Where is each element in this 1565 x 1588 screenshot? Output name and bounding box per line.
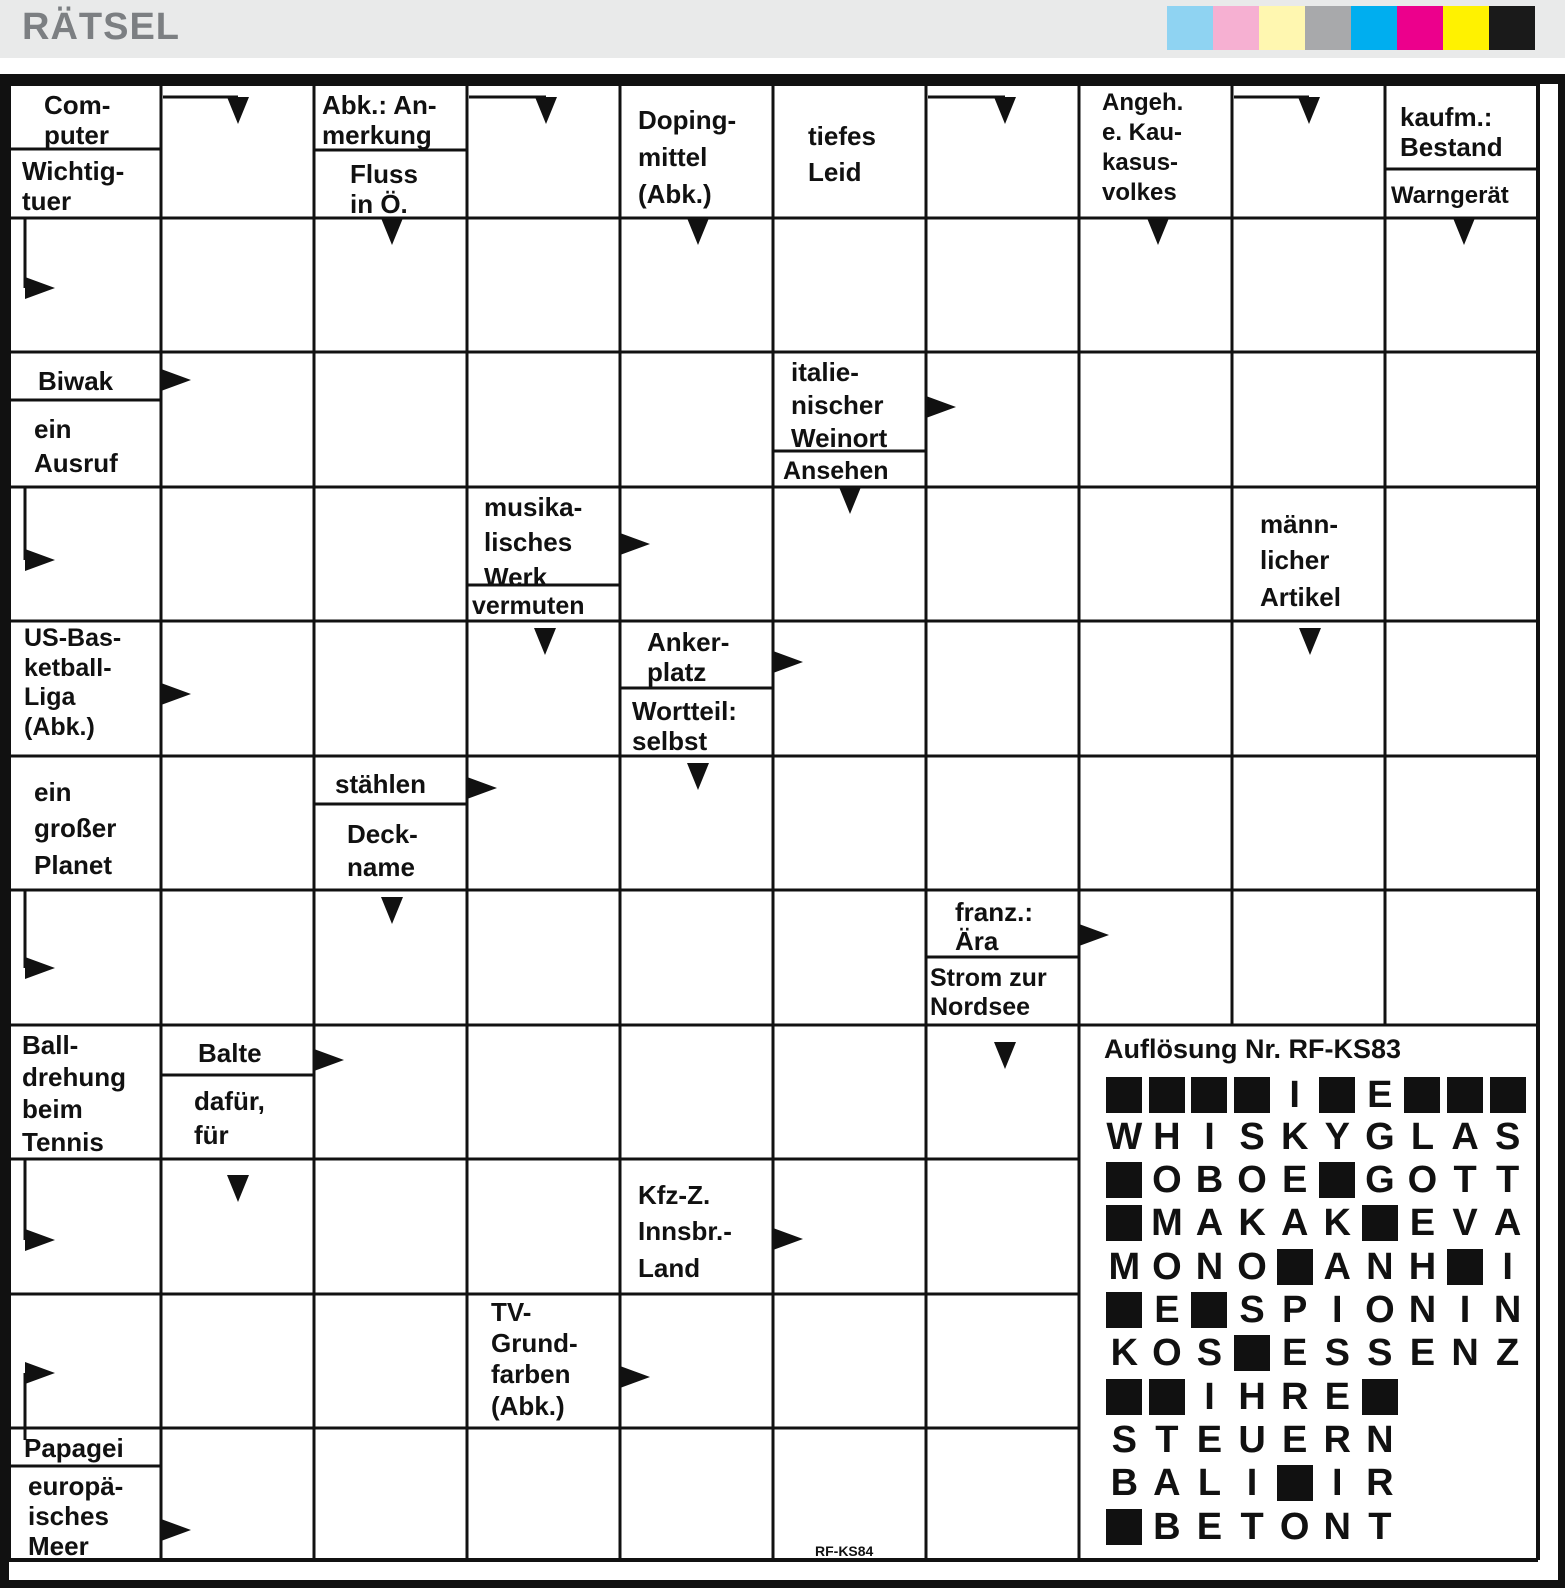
arrow-right-icon — [773, 651, 803, 673]
clue-text: dafür, für — [194, 1086, 265, 1150]
solution-letter: A — [1195, 1201, 1224, 1244]
clue-text: Papagei — [24, 1433, 124, 1463]
solution-letter: I — [1289, 1073, 1300, 1116]
arrow-down-icon — [687, 218, 709, 245]
arrow-down-icon — [227, 97, 249, 124]
arrow-down-icon — [994, 1042, 1016, 1069]
clue-text: TV- Grund- farben (Abk.) — [491, 1297, 578, 1421]
clue-text: Ball- drehung beim Tennis — [22, 1030, 126, 1157]
solution-row — [1103, 1507, 1401, 1547]
solution-row — [1103, 1377, 1401, 1417]
solution-letter: N — [1366, 1418, 1394, 1461]
arrow-right-icon — [620, 533, 650, 555]
solution-row — [1103, 1117, 1529, 1157]
solution-letter: H — [1153, 1115, 1181, 1158]
crossword-grid — [9, 84, 1558, 1580]
arrow-right-icon — [25, 957, 55, 979]
solution-letter: O — [1237, 1158, 1267, 1201]
solution-row — [1103, 1290, 1529, 1330]
solution-letter: W — [1106, 1115, 1143, 1158]
black-square-icon — [1149, 1077, 1185, 1113]
solution-row — [1103, 1075, 1529, 1115]
arrow-down-icon — [1453, 218, 1475, 245]
arrow-down-icon — [534, 628, 556, 655]
clue-text: Warngerät — [1391, 182, 1509, 209]
solution-letter: I — [1204, 1115, 1215, 1158]
color-swatch — [1167, 6, 1213, 50]
arrow-right-icon — [25, 549, 55, 571]
arrow-down-icon — [839, 487, 861, 514]
solution-letter: S — [1196, 1331, 1223, 1374]
solution-letter: G — [1365, 1115, 1395, 1158]
clue-text: italie- nischer Weinort — [791, 357, 888, 453]
black-square-icon — [1319, 1162, 1355, 1198]
solution-block — [1359, 1377, 1402, 1417]
solution-letter: N — [1408, 1288, 1437, 1331]
solution-block — [1401, 1075, 1444, 1115]
solution-letter: E — [1196, 1505, 1223, 1548]
black-square-icon — [1447, 1249, 1483, 1285]
solution-block — [1444, 1075, 1487, 1115]
clue-text: musika- lisches Werk — [484, 492, 583, 592]
solution-letter: K — [1323, 1201, 1351, 1244]
solution-title: Auflösung Nr. RF-KS83 — [1104, 1034, 1402, 1064]
solution-letter: K — [1238, 1201, 1266, 1244]
solution-letter: S — [1367, 1331, 1393, 1374]
solution-block — [1188, 1075, 1231, 1115]
black-square-icon — [1191, 1292, 1227, 1328]
clue-text: Ansehen — [783, 457, 889, 485]
arrow-right-icon — [773, 1228, 803, 1250]
arrow-right-icon — [25, 277, 55, 299]
solution-row — [1103, 1247, 1529, 1287]
solution-letter: O — [1237, 1245, 1267, 1288]
solution-letter: E — [1367, 1073, 1393, 1116]
clue-text: vermuten — [472, 592, 585, 620]
solution-letter: I — [1331, 1288, 1343, 1331]
clue-text: Angeh. e. Kau- kasus- volkes — [1102, 89, 1184, 206]
solution-letter: N — [1366, 1245, 1394, 1288]
solution-letter: K — [1280, 1115, 1309, 1158]
solution-block — [1103, 1075, 1146, 1115]
clue-text: tiefes Leid — [808, 121, 876, 188]
solution-block — [1444, 1247, 1487, 1287]
solution-letter: S — [1239, 1115, 1265, 1158]
solution-letter: O — [1365, 1288, 1395, 1331]
solution-letter: T — [1453, 1158, 1477, 1201]
solution-letter: E — [1196, 1418, 1223, 1461]
solution-letter: P — [1281, 1288, 1308, 1331]
solution-letter: S — [1324, 1331, 1350, 1374]
solution-letter: A — [1493, 1201, 1522, 1244]
solution-letter: N — [1195, 1245, 1224, 1288]
solution-letter: E — [1281, 1158, 1308, 1201]
solution-letter: K — [1110, 1331, 1139, 1374]
arrow-down-icon — [1298, 97, 1320, 124]
solution-letter: N — [1451, 1331, 1479, 1374]
solution-block — [1316, 1075, 1359, 1115]
arrow-down-icon — [535, 97, 557, 124]
black-square-icon — [1106, 1162, 1142, 1198]
solution-letter: R — [1366, 1461, 1394, 1504]
black-square-icon — [1234, 1335, 1270, 1371]
clue-text: US-Bas- ketball- Liga (Abk.) — [24, 624, 122, 741]
arrow-right-icon — [1079, 924, 1109, 946]
puzzle-reference: RF-KS84 — [815, 1543, 874, 1559]
arrow-down-icon — [227, 1175, 249, 1202]
solution-letter: S — [1494, 1115, 1521, 1158]
solution-letter: Z — [1496, 1331, 1520, 1374]
black-square-icon — [1404, 1077, 1440, 1113]
black-square-icon — [1319, 1077, 1355, 1113]
arrow-right-icon — [467, 777, 497, 799]
solution-letter: E — [1154, 1288, 1180, 1331]
solution-letter: Y — [1324, 1115, 1350, 1158]
black-square-icon — [1106, 1509, 1142, 1545]
clue-text: ein Ausruf — [34, 414, 118, 478]
black-square-icon — [1191, 1077, 1227, 1113]
solution-letter: M — [1151, 1201, 1183, 1244]
solution-letter: E — [1324, 1375, 1350, 1418]
page-title: RÄTSEL — [22, 6, 180, 48]
black-square-icon — [1362, 1205, 1398, 1241]
header-bar — [0, 0, 1565, 58]
solution-letter: O — [1407, 1158, 1438, 1201]
color-swatch — [1259, 6, 1305, 50]
solution-letter: E — [1409, 1331, 1436, 1374]
solution-block — [1188, 1290, 1231, 1330]
solution-row — [1103, 1420, 1401, 1460]
solution-letter: I — [1502, 1245, 1513, 1288]
arrow-down-icon — [381, 218, 403, 245]
clue-text: ein großer Planet — [34, 777, 117, 880]
clue-text: Deck- name — [347, 819, 418, 882]
arrow-right-icon — [314, 1049, 344, 1071]
solution-letter: T — [1240, 1505, 1264, 1548]
solution-block — [1103, 1290, 1146, 1330]
arrow-right-icon — [25, 1229, 55, 1251]
solution-letter: O — [1279, 1505, 1310, 1548]
solution-letter: E — [1409, 1201, 1436, 1244]
solution-letter: O — [1152, 1245, 1182, 1288]
solution-block — [1231, 1075, 1274, 1115]
solution-letter: H — [1408, 1245, 1437, 1288]
solution-row — [1103, 1333, 1529, 1373]
solution-row — [1103, 1463, 1401, 1503]
clue-text: Anker- platz — [647, 627, 730, 688]
arrow-right-icon — [161, 1519, 191, 1541]
arrow-down-icon — [994, 97, 1016, 124]
solution-letter: I — [1204, 1375, 1215, 1418]
solution-letter: O — [1152, 1331, 1182, 1374]
solution-letter: B — [1110, 1461, 1139, 1504]
clue-text: männ- licher Artikel — [1260, 509, 1341, 612]
solution-letter: S — [1111, 1418, 1137, 1461]
black-square-icon — [1106, 1205, 1142, 1241]
clue-text: Wichtig- tuer — [22, 156, 125, 217]
arrow-down-icon — [381, 897, 403, 924]
black-square-icon — [1277, 1465, 1313, 1501]
arrow-down-icon — [1299, 628, 1321, 655]
arrow-down-icon — [687, 763, 709, 790]
black-square-icon — [1106, 1292, 1142, 1328]
solution-block — [1273, 1463, 1316, 1503]
solution-letter: S — [1239, 1288, 1265, 1331]
solution-letter: E — [1281, 1331, 1308, 1374]
solution-letter: B — [1195, 1158, 1224, 1201]
solution-letter: G — [1365, 1158, 1395, 1201]
solution-block — [1359, 1203, 1402, 1243]
color-swatch — [1489, 6, 1535, 50]
solution-row — [1103, 1203, 1529, 1243]
arrow-right-icon — [25, 1362, 55, 1384]
clue-text: Fluss in Ö. — [350, 159, 418, 220]
solution-letter: T — [1496, 1158, 1520, 1201]
solution-block — [1103, 1160, 1146, 1200]
solution-block — [1231, 1333, 1274, 1373]
solution-letter: U — [1238, 1418, 1266, 1461]
black-square-icon — [1447, 1077, 1483, 1113]
solution-letter: M — [1108, 1245, 1141, 1288]
arrow-right-icon — [161, 683, 191, 705]
solution-letter: A — [1280, 1201, 1309, 1244]
clue-text: franz.: Ära — [955, 897, 1033, 956]
solution-letter: L — [1410, 1115, 1435, 1158]
solution-letter: I — [1331, 1461, 1343, 1504]
clue-text: Abk.: An- merkung — [322, 90, 437, 151]
solution-letter: A — [1153, 1461, 1181, 1504]
black-square-icon — [1490, 1077, 1526, 1113]
solution-letter: N — [1493, 1288, 1522, 1331]
color-swatch — [1397, 6, 1443, 50]
clue-text: Com- puter — [44, 90, 111, 151]
black-square-icon — [1362, 1379, 1398, 1415]
solution-block — [1103, 1203, 1146, 1243]
solution-letter: I — [1459, 1288, 1471, 1331]
solution-letter: T — [1368, 1505, 1392, 1548]
solution-block — [1103, 1377, 1146, 1417]
solution-block — [1486, 1075, 1529, 1115]
clue-text: europä- isches Meer — [28, 1471, 124, 1561]
solution-block — [1103, 1507, 1146, 1547]
arrow-right-icon — [926, 396, 956, 418]
solution-row — [1103, 1160, 1529, 1200]
clue-text: Doping- mittel (Abk.) — [638, 105, 737, 209]
color-swatch — [1305, 6, 1351, 50]
solution-letter: O — [1152, 1158, 1182, 1201]
black-square-icon — [1106, 1077, 1142, 1113]
solution-letter: B — [1153, 1505, 1181, 1548]
clue-text: Biwak — [38, 366, 114, 396]
solution-block — [1146, 1377, 1189, 1417]
solution-letter: V — [1452, 1201, 1478, 1244]
black-square-icon — [1234, 1077, 1270, 1113]
arrow-right-icon — [161, 369, 191, 391]
black-square-icon — [1106, 1379, 1142, 1415]
color-swatch — [1213, 6, 1259, 50]
solution-letter: E — [1281, 1418, 1308, 1461]
solution-letter: R — [1323, 1418, 1351, 1461]
solution-letter: I — [1246, 1461, 1258, 1504]
clue-text: Wortteil: selbst — [632, 696, 737, 757]
solution-letter: L — [1197, 1461, 1222, 1504]
solution-letter: R — [1280, 1375, 1309, 1418]
solution-letter: N — [1323, 1505, 1351, 1548]
clue-text: Balte — [198, 1038, 262, 1068]
clue-text: kaufm.: Bestand — [1400, 102, 1503, 163]
clue-text: stählen — [335, 769, 427, 799]
black-square-icon — [1149, 1379, 1185, 1415]
solution-block — [1146, 1075, 1189, 1115]
color-swatch — [1351, 6, 1397, 50]
solution-letter: H — [1238, 1375, 1266, 1418]
solution-letter: T — [1155, 1418, 1179, 1461]
black-square-icon — [1277, 1249, 1313, 1285]
clue-text: Strom zur Nordsee — [930, 964, 1047, 1021]
color-swatch — [1443, 6, 1489, 50]
solution-letter: A — [1451, 1115, 1479, 1158]
arrow-down-icon — [1147, 218, 1169, 245]
arrow-right-icon — [620, 1366, 650, 1388]
solution-letter: A — [1323, 1245, 1351, 1288]
solution-block — [1316, 1160, 1359, 1200]
solution-block — [1273, 1247, 1316, 1287]
clue-text: Kfz-Z. Innsbr.- Land — [638, 1180, 732, 1283]
